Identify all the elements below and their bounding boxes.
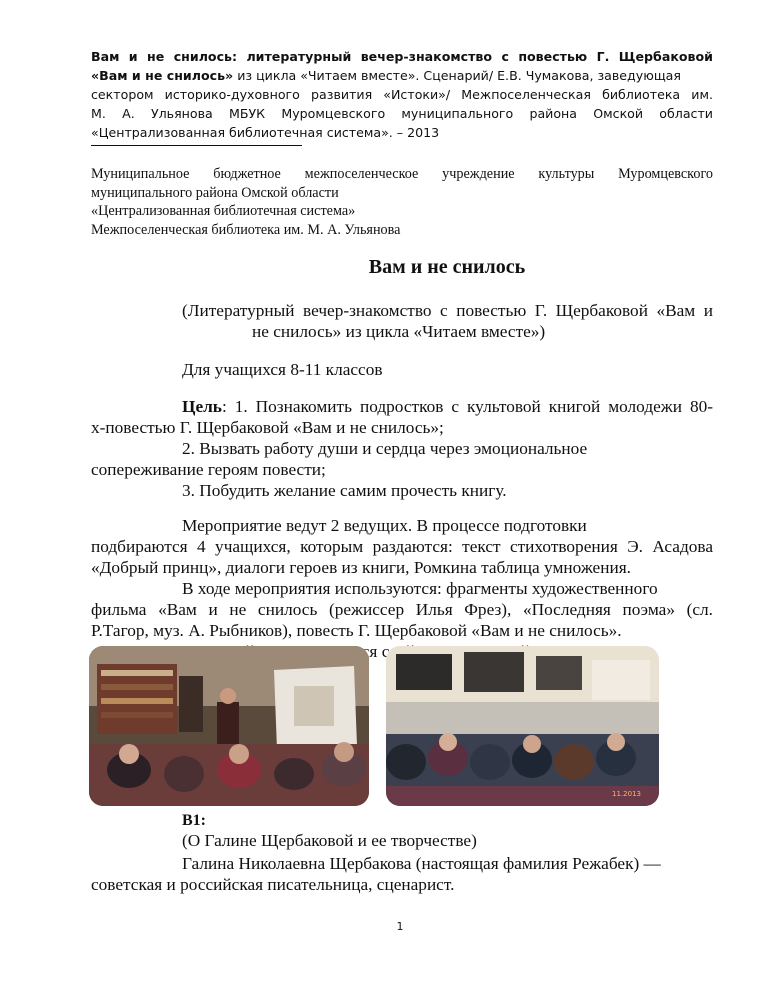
goals-line-5: 3. Побудить желание самим прочесть книгу. — [182, 481, 507, 500]
goals-label: Цель — [182, 397, 222, 416]
intro-line-6: Р.Тагор, муз. А. Рыбников), повесть Г. Щербаковой «Вам и не снилось». — [91, 621, 622, 640]
subtitle-block — [182, 300, 713, 342]
audience-line: Для учащихся 8-11 классов — [182, 360, 383, 379]
biography-text — [91, 853, 713, 895]
org-line-3: «Централизованная библиотечная система» — [91, 203, 356, 219]
goals-line-4: сопереживание героям повести; — [91, 460, 326, 479]
org-line-2: муниципального района Омской области — [91, 184, 339, 201]
goals-line-1 — [91, 396, 713, 417]
intro-line-4: В ходе мероприятия используются: фрагменты художественного — [182, 579, 658, 598]
subtitle-line-1: (Литературный вечер-знакомство с повестью Г. Щербаковой «Вам и — [182, 301, 713, 320]
citation-line-2 — [91, 66, 713, 85]
org-line-1: Муниципальное бюджетное межпоселенческое учреждение культуры Муромцевского — [91, 166, 713, 182]
photo-date-stamp: 11.2013 — [612, 790, 641, 798]
citation-line-3: сектором историко-духовного развития «Истоки»/ Межпоселенческая библиотека им. — [91, 87, 713, 102]
document-title: Вам и не снилось — [368, 256, 526, 278]
event-photo-library-presentation — [89, 646, 369, 806]
citation-line-1-text: Вам и не снилось: литературный вечер-знакомство с повестью Г. Щербаковой — [91, 49, 713, 64]
subtitle-line-2: не снилось» из цикла «Читаем вместе») — [252, 322, 546, 341]
intro-block — [91, 515, 713, 662]
photo-strip — [89, 646, 659, 808]
citation-lines — [91, 47, 713, 142]
goals-line-3: 2. Вызвать работу души и сердца через эмоциональное — [182, 439, 588, 458]
biography-line-2: советская и российская писательница, сценарист. — [91, 875, 455, 894]
citation-line-2-bold: «Вам и не снилось» — [91, 68, 234, 83]
footnote-rule — [91, 145, 302, 146]
goals-line-1-text: : 1. Познакомить подростков с культовой книгой молодежи 80- — [221, 397, 713, 416]
citation-line-2-rest: из цикла «Читаем вместе». Сценарий/ Е.В. Чумакова, заведующая — [233, 68, 681, 83]
goals-block — [91, 396, 713, 501]
page-number: 1 — [396, 920, 404, 933]
event-photo-library-presentation-image — [89, 646, 369, 806]
intro-line-1: Мероприятие ведут 2 ведущих. В процессе подготовки — [182, 516, 587, 535]
citation-line-5: «Централизованная библиотечная система». – 2013 — [91, 125, 440, 140]
citation-line-1 — [91, 47, 713, 66]
biography-line-1: Галина Николаевна Щербакова (настоящая фамилия Режабек) — — [182, 854, 661, 873]
event-photo-audience — [386, 646, 659, 806]
intro-line-5: фильма «Вам и не снилось (режиссер Илья Фрез), «Последняя поэма» (сл. — [91, 600, 713, 619]
organization-header — [91, 165, 713, 239]
goals-line-2: х-повестью Г. Щербаковой «Вам и не снилось»; — [91, 418, 444, 437]
intro-line-3: «Добрый принц», диалоги героев из книги, Ромкина таблица умножения. — [91, 558, 631, 577]
section-heading: (О Галине Щербаковой и ее творчестве) — [182, 831, 477, 850]
intro-line-2: подбираются 4 учащихся, которым раздаются: текст стихотворения Э. Асадова — [91, 537, 713, 556]
event-photo-audience-image — [386, 646, 659, 806]
org-line-4: Межпоселенческая библиотека им. М. А. Ульянова — [91, 221, 401, 238]
citation-line-4: М. А. Ульянова МБУК Муромцевского муниципального района Омской области — [91, 106, 713, 121]
speaker-label: В1: — [182, 812, 206, 829]
